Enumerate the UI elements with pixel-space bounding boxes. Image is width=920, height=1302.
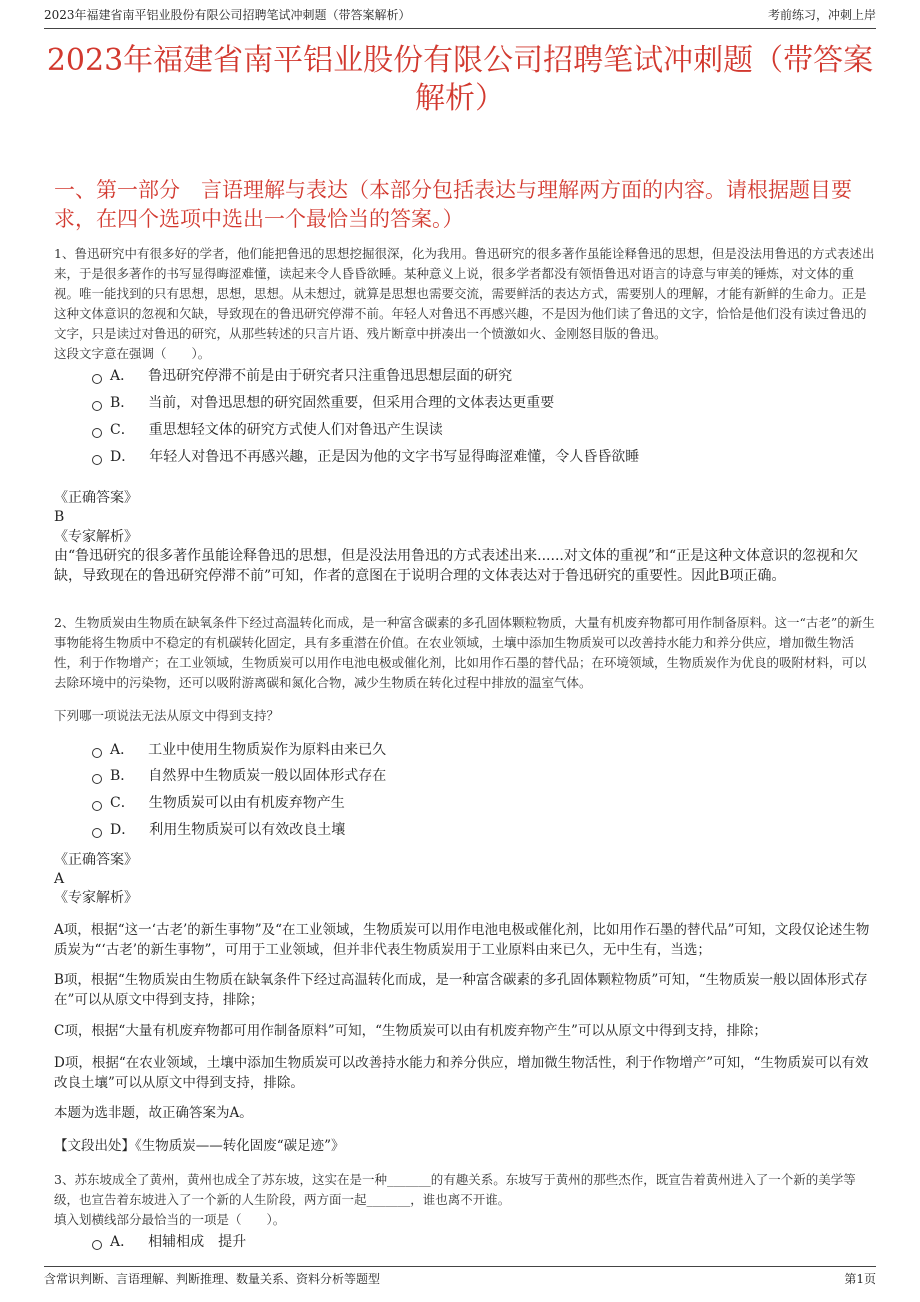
- section-heading: 一、第一部分 言语理解与表达（本部分包括表达与理解两方面的内容。请根据题目要求，在四个选项中选出一个最恰当的答案。）: [54, 178, 852, 231]
- q2-answer: A: [54, 871, 65, 887]
- radio-icon[interactable]: [92, 774, 102, 784]
- q2-option-a[interactable]: A． 工业中使用生物质炭作为原料由来已久: [92, 740, 860, 760]
- q2-conclusion: 本题为选非题，故正确答案为A。: [54, 1105, 253, 1121]
- radio-icon[interactable]: [92, 1240, 102, 1250]
- option-text: 工业中使用生物质炭作为原料由来已久: [148, 742, 387, 758]
- q1-option-a[interactable]: A． 鲁迅研究停滞不前是由于研究者只注重鲁迅思想层面的研究: [92, 366, 860, 386]
- q3-stem: 3、苏东坡成全了黄州，黄州也成全了苏东坡，这实在是一种_______的有趣关系。东坡写于黄州的那些杰作，既宣告着黄州进入了一个新的美学等级，也宣告着东坡进入了一个新的人生阶段，两方面一起_______，谁也离不开谁。: [54, 1172, 856, 1207]
- radio-icon[interactable]: [92, 374, 102, 384]
- q2-analysis-b: B项，根据“生物质炭由生物质在缺氧条件下经过高温转化而成，是一种富含碳素的多孔固体颗粒物质”可知，“生物质炭一般以固体形式存在”可以从原文中得到支持，排除；: [54, 972, 868, 1008]
- footer-note: 含常识判断、言语理解、判断推理、数量关系、资料分析等题型: [44, 1272, 381, 1286]
- q2-stem: 2、生物质炭由生物质在缺氧条件下经过高温转化而成，是一种富含碳素的多孔固体颗粒物质，大量有机废弃物都可用作制备原料。这一“古老”的新生事物能将生物质中不稳定的有机碳转化固定，具有多重潜在价值。在农业领域，土壤中添加生物质炭可以改善持水能力和养分供应，增加微生物活性，利于作物增产；在工业领域，生物质炭可以用作电池电极或催化剂，比如用作石墨的替代品；在环境领域，生物质炭作为优良的吸附材料，可以去除环境中的污染物，还可以吸附游离碳和氮化合物，减少生物质在转化过程中排放的温室气体。: [54, 615, 875, 690]
- option-text: 当前，对鲁迅思想的研究固然重要，但采用合理的文体表达更重要: [148, 395, 555, 411]
- q2-analysis-a: A项，根据“这一‘古老’的新生事物”及“在工业领域，生物质炭可以用作电池电极或催化剂，比如用作石墨的替代品”可知，文段仅论述生物质炭为“‘古老’的新生事物”，可用于工业领域，但并非代表生物质炭用于工业原料由来已久，无中生有，当选；: [54, 922, 870, 958]
- page-number: 第1页: [844, 1272, 876, 1286]
- q2-analysis-c: C项，根据“大量有机废弃物都可用作制备原料”可知，“生物质炭可以由有机废弃物产生”可以从原文中得到支持，排除；: [54, 1023, 767, 1039]
- q2-analysis-title: 《专家解析》: [54, 890, 138, 906]
- q1-analysis-title: 《专家解析》: [54, 529, 138, 545]
- radio-icon[interactable]: [92, 828, 102, 838]
- radio-icon[interactable]: [92, 401, 102, 411]
- q3-option-a[interactable]: A． 相辅相成 提升: [92, 1232, 860, 1252]
- q1-ask: 这段文字意在强调（ ）。: [54, 346, 211, 361]
- q1-answer: B: [54, 509, 65, 525]
- q1-option-c[interactable]: C． 重思想轻文体的研究方式使人们对鲁迅产生误读: [92, 420, 860, 440]
- q1-stem: 1、鲁迅研究中有很多好的学者，他们能把鲁迅的思想挖掘很深，化为我用。鲁迅研究的很多著作虽能诠释鲁迅的思想，但是没法用鲁迅的方式表述出来，于是很多著作的书写显得晦涩难懂，读起来令人昏昏欲睡。某种意义上说，很多学者都没有领悟鲁迅对语言的诗意与审美的锤炼，对文体的重视。唯一能找到的只有思想，思想，思想。从未想过，就算是思想也需要交流，需要鲜活的表达方式，需要别人的理解，才能有新鲜的生命力。正是这种文体意识的忽视和欠缺，导致现在的鲁迅研究停滞不前。年轻人对鲁迅不再感兴趣，不是因为他们读了鲁迅的文字，恰恰是他们没有读过鲁迅的文字，只是读过对鲁迅的研究，从那些转述的只言片语、残片断章中拼凑出一个愤激如火、金刚怒目版的鲁迅。: [54, 246, 875, 341]
- q1-analysis: 由“鲁迅研究的很多著作虽能诠释鲁迅的思想，但是没法用鲁迅的方式表述出来......对文体的重视”和“正是这种文体意识的忽视和欠缺，导致现在的鲁迅研究停滞不前”可知，作者的意图在于说明合理的文体表达对于鲁迅研究的重要性。因此B项正确。: [54, 548, 859, 584]
- q2-source: 【文段出处】《生物质炭——转化固废“碳足迹”》: [54, 1138, 345, 1154]
- radio-icon[interactable]: [92, 801, 102, 811]
- page-title: 2023年福建省南平铝业股份有限公司招聘笔试冲刺题（带答案解析）: [46, 43, 874, 116]
- q2-option-b[interactable]: B． 自然界中生物质炭一般以固体形式存在: [92, 766, 860, 786]
- option-text: 自然界中生物质炭一般以固体形式存在: [148, 768, 387, 784]
- radio-icon[interactable]: [92, 748, 102, 758]
- q3-ask: 填入划横线部分最恰当的一项是（ ）。: [54, 1212, 286, 1227]
- q2-option-d[interactable]: D． 利用生物质炭可以有效改良土壤: [92, 820, 860, 840]
- q2-ask: 下列哪一项说法无法从原文中得到支持？: [54, 708, 280, 723]
- option-text: 重思想轻文体的研究方式使人们对鲁迅产生误读: [148, 422, 443, 438]
- option-text: 利用生物质炭可以有效改良土壤: [149, 822, 346, 838]
- q2-answer-title: 《正确答案》: [54, 852, 138, 868]
- option-text: 年轻人对鲁迅不再感兴趣，正是因为他的文字书写显得晦涩难懂，令人昏昏欲睡: [149, 449, 640, 465]
- header-doc-title: 2023年福建省南平铝业股份有限公司招聘笔试冲刺题（带答案解析）: [44, 8, 411, 22]
- q2-option-c[interactable]: C． 生物质炭可以由有机废弃物产生: [92, 793, 860, 813]
- option-text: 相辅相成 提升: [148, 1234, 247, 1250]
- q1-option-b[interactable]: B． 当前，对鲁迅思想的研究固然重要，但采用合理的文体表达更重要: [92, 393, 860, 413]
- page-footer: [44, 1266, 876, 1287]
- header-slogan: 考前练习，冲刺上岸: [767, 8, 876, 22]
- page-header: [44, 6, 876, 29]
- q1-option-d[interactable]: D． 年轻人对鲁迅不再感兴趣，正是因为他的文字书写显得晦涩难懂，令人昏昏欲睡: [92, 447, 860, 467]
- q1-answer-title: 《正确答案》: [54, 490, 138, 506]
- option-text: 生物质炭可以由有机废弃物产生: [148, 795, 345, 811]
- q2-analysis-d: D项，根据“在农业领域，土壤中添加生物质炭可以改善持水能力和养分供应，增加微生物活性，利于作物增产”可知，“生物质炭可以有效改良土壤”可以从原文中得到支持，排除。: [54, 1055, 869, 1091]
- radio-icon[interactable]: [92, 428, 102, 438]
- radio-icon[interactable]: [92, 455, 102, 465]
- option-text: 鲁迅研究停滞不前是由于研究者只注重鲁迅思想层面的研究: [148, 368, 513, 384]
